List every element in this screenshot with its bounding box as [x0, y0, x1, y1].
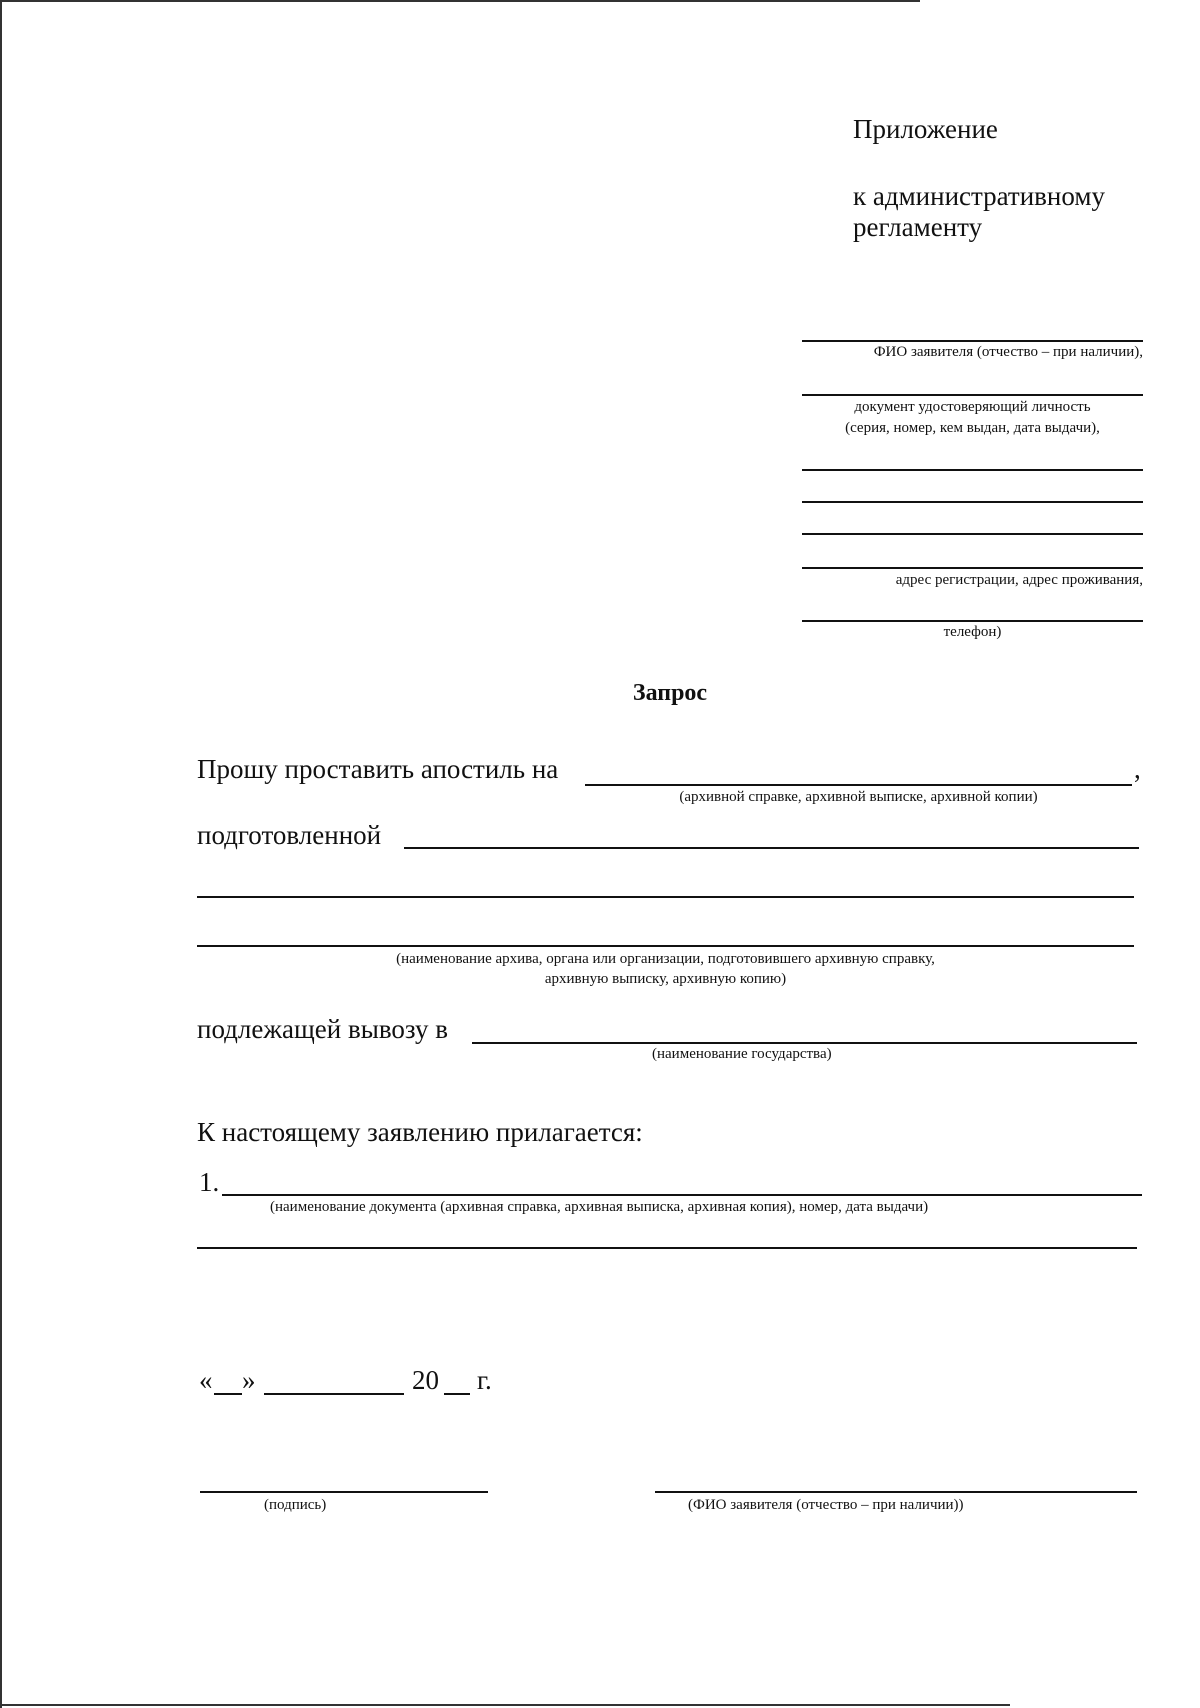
- applicant-blank-line-1[interactable]: [802, 469, 1143, 471]
- scan-edge-top: [0, 0, 920, 2]
- export-label: подлежащей вывозу в: [197, 1014, 449, 1044]
- request-document-caption: (архивной справке, архивной выписке, архивной копии): [679, 789, 1038, 805]
- date-year-prefix: 20: [412, 1365, 439, 1395]
- attachment-item-line[interactable]: [222, 1194, 1142, 1196]
- signature-caption: (подпись): [264, 1497, 327, 1513]
- applicant-fio-caption: ФИО заявителя (отчество – при наличии),: [873, 344, 1143, 360]
- prepared-label: подготовленной: [197, 820, 382, 850]
- date-day-line[interactable]: [214, 1393, 242, 1395]
- applicant-phone-caption: телефон): [943, 624, 1002, 640]
- date-month-line[interactable]: [264, 1393, 404, 1395]
- appendix-line-3: регламенту: [853, 212, 983, 242]
- date-year-suffix: г.: [477, 1365, 492, 1395]
- appendix-line-2: к административному: [853, 181, 1105, 211]
- appendix-line-1: Приложение: [853, 114, 998, 144]
- prepared-line-3[interactable]: [197, 945, 1134, 947]
- applicant-doc-caption-1: документ удостоверяющий личность: [854, 399, 1091, 415]
- applicant-address-caption: адрес регистрации, адрес проживания,: [895, 572, 1143, 588]
- attachment-item-caption: (наименование документа (архивная справка, архивная выписка, архивная копия), номер, дата выдачи): [270, 1199, 929, 1215]
- date-close-quote: »: [242, 1365, 256, 1395]
- signature-fio-caption: (ФИО заявителя (отчество – при наличии)): [688, 1497, 964, 1513]
- applicant-doc-line[interactable]: [802, 394, 1143, 396]
- scan-edge-bottom: [0, 1704, 1010, 1706]
- attachments-heading: К настоящему заявлению прилагается:: [197, 1117, 643, 1147]
- applicant-doc-caption-2: (серия, номер, кем выдан, дата выдачи),: [845, 420, 1100, 436]
- applicant-blank-line-3[interactable]: [802, 533, 1143, 535]
- date-year-line[interactable]: [444, 1393, 470, 1395]
- applicant-blank-line-2[interactable]: [802, 501, 1143, 503]
- signature-fio-line[interactable]: [655, 1491, 1137, 1493]
- prepared-line-2[interactable]: [197, 896, 1134, 898]
- document-title: Запрос: [632, 680, 708, 706]
- request-apostille-label: Прошу проставить апостиль на: [197, 754, 559, 784]
- scan-edge-left: [0, 0, 2, 1708]
- prepared-caption-2: архивную выписку, архивную копию): [544, 971, 787, 987]
- date-open-quote: «: [199, 1365, 213, 1395]
- signature-line[interactable]: [200, 1491, 488, 1493]
- applicant-address-line[interactable]: [802, 567, 1143, 569]
- applicant-phone-line[interactable]: [802, 620, 1143, 622]
- export-country-line[interactable]: [472, 1042, 1137, 1044]
- applicant-fio-line[interactable]: [802, 340, 1143, 342]
- prepared-line-1[interactable]: [404, 847, 1139, 849]
- prepared-caption-1: (наименование архива, органа или организации, подготовившего архивную справку,: [396, 951, 935, 967]
- attachment-extra-line[interactable]: [197, 1247, 1137, 1249]
- attachment-item-number: 1.: [199, 1167, 220, 1197]
- request-comma: ,: [1134, 754, 1141, 784]
- export-country-caption: (наименование государства): [652, 1046, 832, 1062]
- request-document-line[interactable]: [585, 784, 1132, 786]
